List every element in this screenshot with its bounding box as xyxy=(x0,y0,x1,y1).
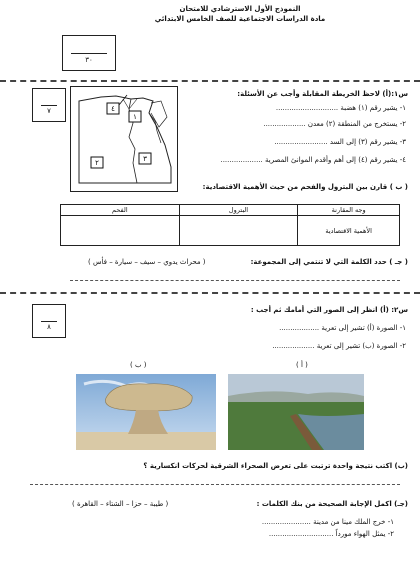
q1-item-4: ٤- يشير رقم (٤) إلى أهم وأقدم الموانئ المصرية ................... xyxy=(220,156,406,164)
table-row-label: الأهمية الاقتصادية xyxy=(298,216,400,246)
photo-label-a: ( أ ) xyxy=(296,361,308,369)
map-label-3: ٣ xyxy=(143,155,147,163)
table-header-aspect: وجه المقارنة xyxy=(298,205,400,216)
map-label-4: ٤ xyxy=(111,105,115,113)
q1-part-c-words: ( محراث يدوي – سيف – سيارة – فأس ) xyxy=(88,258,206,266)
egypt-map-drawing xyxy=(71,87,177,191)
exam-title: النموذج الأول الاسترشادي للامتحان xyxy=(179,5,301,13)
fill-item-2: ٢- يمثل الهواء مورداً ............................. xyxy=(268,530,394,538)
total-score-box xyxy=(62,35,116,71)
section-divider xyxy=(0,80,420,82)
total-score-value: ٣٠ xyxy=(85,56,93,64)
photo-label-b: ( ب ) xyxy=(130,361,147,369)
q2-item-1: ١- الصورة (أ) تشير إلى تعرية .................. xyxy=(279,324,406,332)
fill-item-1: ١- خرج الملك مينا من مدينة ...................... xyxy=(261,518,394,526)
q2-score-value: ٨ xyxy=(47,323,51,331)
table-header-coal: الفحم xyxy=(61,205,180,216)
q2-part-b-title: (ب) اكتب نتيجة واحدة ترتبت على تعرض الصحراء الشرقية لحركات انكسارية ؟ xyxy=(143,462,408,470)
comparison-table xyxy=(60,204,400,246)
q1-part-b-title: ( ب ) قارن بين البترول والفحم من حيث الأهمية الاقتصادية: xyxy=(202,183,408,191)
answer-line[interactable] xyxy=(30,484,400,485)
word-bank: ( طيبة – حزا – الشتاء – القاهرة ) xyxy=(72,500,169,508)
q1-score-box xyxy=(32,88,66,122)
q1-item-2: ٢- يستخرج من المنطقة (٢) معدن ................... xyxy=(263,120,406,128)
q2-part-a-title: س٢: (أ) انظر إلى الصور التي أمامك ثم أجب : xyxy=(250,306,408,314)
map-label-2: ٢ xyxy=(95,159,99,167)
map-label-1: ١ xyxy=(133,113,137,121)
table-cell-coal[interactable] xyxy=(61,216,180,246)
egypt-map xyxy=(70,86,178,192)
q2-item-2: ٢- الصورة (ب) تشير إلى تعرية ................... xyxy=(272,342,406,350)
table-cell-petroleum[interactable] xyxy=(179,216,298,246)
q2-part-c-title: (جـ) اكمل الإجابة الصحيحة من بنك الكلمات : xyxy=(256,500,408,508)
section-divider xyxy=(0,292,420,294)
q1-item-3: ٣- يشير رقم (٣) إلى السد ........................ xyxy=(274,138,406,146)
table-header-petroleum: البترول xyxy=(179,205,298,216)
q1-score-value: ٧ xyxy=(47,107,51,115)
photo-mushroom-rock xyxy=(76,374,216,450)
photo-river-erosion xyxy=(228,374,364,450)
answer-line[interactable] xyxy=(70,280,400,281)
q1-part-c-title: ( جـ ) حدد الكلمة التي لا تنتمي إلى المجموعة: xyxy=(250,258,408,266)
q1-part-a-title: س١:(أ) لاحظ الخريطة المقابلة وأجب عن الأسئلة: xyxy=(237,90,408,98)
q1-item-1: ١- يشير رقم (١) هضبة ............................ xyxy=(275,104,406,112)
q2-score-box xyxy=(32,304,66,338)
exam-subtitle: مادة الدراسات الاجتماعية للصف الخامس الابتدائي xyxy=(154,15,326,23)
